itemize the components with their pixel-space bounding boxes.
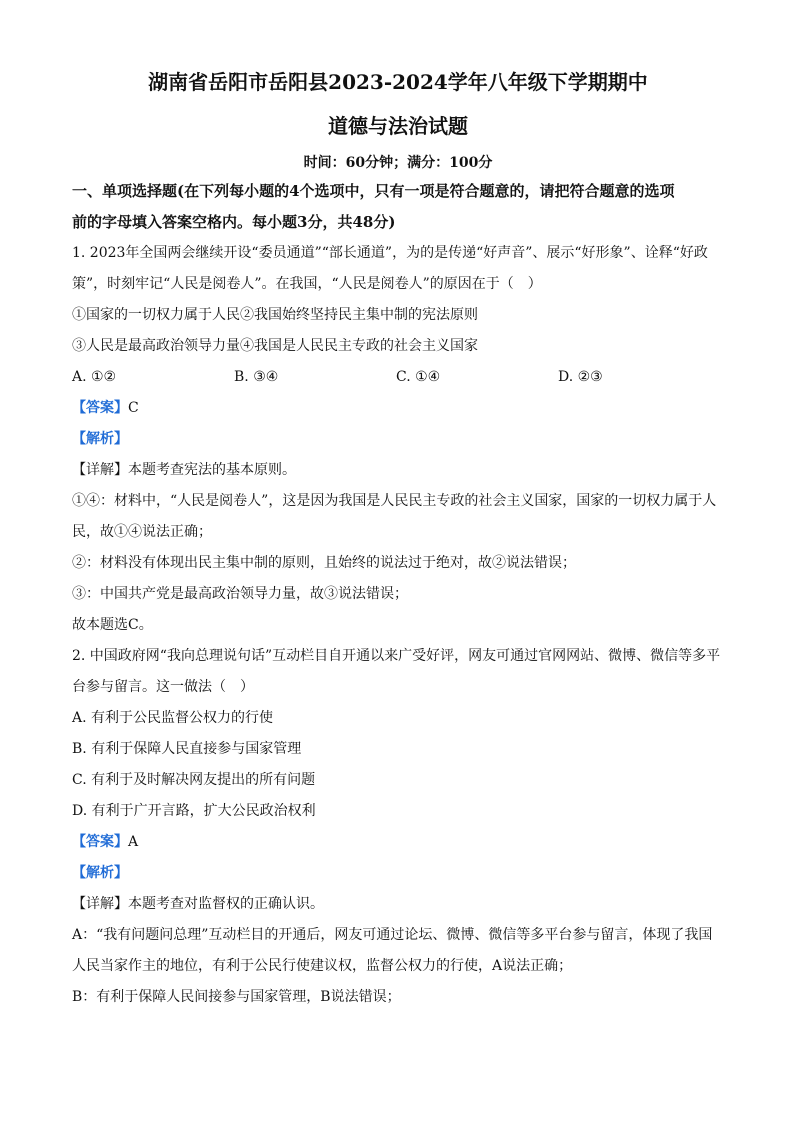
q1-explanation-1-line1: ①④：材料中，“人民是阅卷人”，这是因为我国是人民民主专政的社会主义国家，国家的一切权力属于人 [72,493,717,509]
q2-option-a: A. 有利于公民监督公权力的行使 [72,710,274,726]
q2-explanation-a-line1: A：“我有问题问总理”互动栏目的开通后，网友可通过论坛、微博、微信等多平台参与留言，体现了我国 [72,927,713,943]
q1-conclusion: 故本题选C。 [72,617,153,633]
q1-detail: 本题考查宪法的基本原则。 [128,462,296,478]
q1-option-b: B. ③④ [234,369,279,385]
q1-option-a: A. ①② [72,369,117,385]
q1-stem-line2: 策”，时刻牢记“人民是阅卷人”。在我国，“人民是阅卷人”的原因在于（ ） [72,276,542,292]
section-heading-line1: 一、单项选择题(在下列每小题的4个选项中，只有一项是符合题意的，请把符合题意的选项 [72,182,675,200]
q2-analysis-tag: 【解析】 [72,865,128,881]
q1-explanation-1-line2: 民，故①④说法正确； [72,524,212,540]
q1-options [72,362,724,393]
q2-explanation-b: B：有利于保障人民间接参与国家管理，B说法错误； [72,989,401,1005]
q2-stem-line2: 台参与留言。这一做法（ ） [72,679,254,695]
q2-answer-line [72,827,724,858]
q1-stem-line1: 1. 2023年全国两会继续开设“委员通道”“部长通道”，为的是传递“好声音”、展示“好形象”、诠释“好政 [72,245,708,261]
exam-title-line1: 湖南省岳阳市岳阳县2023-2024学年八年级下学期期中 [148,70,648,94]
q1-answer: C [128,400,139,416]
q2-detail-line [72,889,724,920]
q1-analysis-line [72,424,724,455]
q2-stem-line1: 2. 中国政府网“我向总理说句话”互动栏目自开通以来广受好评，网友可通过官网网站、微博、微信等多平 [72,648,721,664]
q2-answer-tag: 【答案】 [72,834,128,850]
q1-detail-tag: 【详解】 [72,462,128,478]
exam-meta: 时间：60分钟；满分：100分 [303,155,493,171]
q1-option-d: D. ②③ [558,369,603,385]
q1-analysis-tag: 【解析】 [72,431,128,447]
q2-detail: 本题考查对监督权的正确认识。 [128,896,324,912]
q1-item-line2: ③人民是最高政治领导力量④我国是人民民主专政的社会主义国家 [72,338,478,354]
q2-detail-tag: 【详解】 [72,896,128,912]
q1-explanation-3: ③：中国共产党是最高政治领导力量，故③说法错误； [72,586,408,602]
q2-option-b: B. 有利于保障人民直接参与国家管理 [72,741,302,757]
q1-answer-line [72,393,724,424]
q2-answer: A [128,834,139,850]
q2-option-d: D. 有利于广开言路，扩大公民政治权利 [72,803,316,819]
exam-title-line2: 道德与法治试题 [328,114,468,138]
q1-detail-line [72,455,724,486]
q1-option-c: C. ①④ [396,369,441,385]
q2-option-c: C. 有利于及时解决网友提出的所有问题 [72,772,316,788]
exam-page [72,68,724,1013]
q1-answer-tag: 【答案】 [72,400,128,416]
q2-analysis-line [72,858,724,889]
q2-explanation-a-line2: 人民当家作主的地位，有利于公民行使建议权，监督公权力的行使，A说法正确； [72,958,573,974]
q1-item-line1: ①国家的一切权力属于人民②我国始终坚持民主集中制的宪法原则 [72,307,478,323]
q1-explanation-2: ②：材料没有体现出民主集中制的原则，且始终的说法过于绝对，故②说法错误； [72,555,576,571]
section-heading-line2: 前的字母填入答案空格内。每小题3分，共48分) [72,213,396,231]
